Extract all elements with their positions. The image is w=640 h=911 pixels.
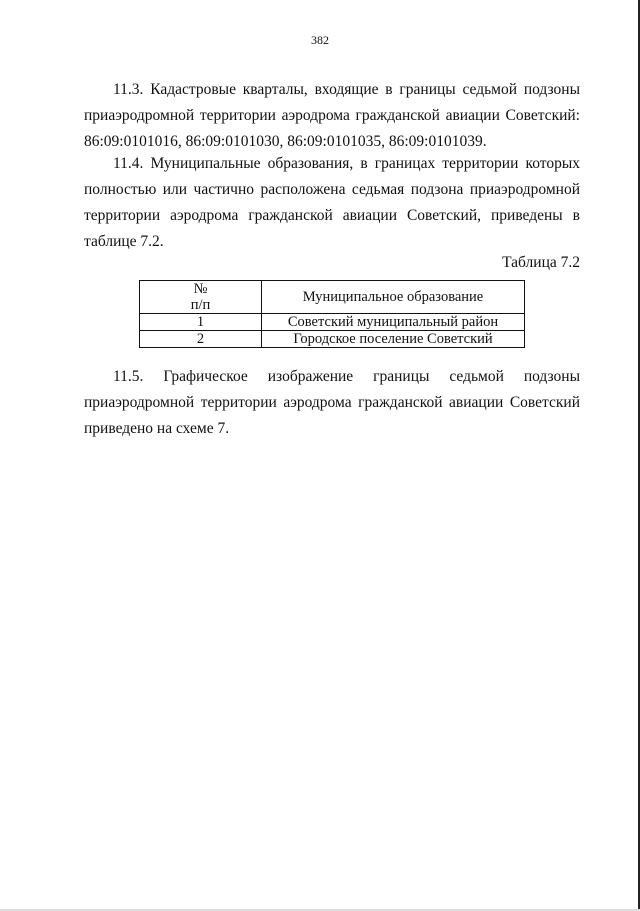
row-municipality: Советский муниципальный район [262, 314, 525, 331]
paragraph-11-4: 11.4. Муниципальные образования, в границах территории которых полностью или частично расположена седьмая подзона приаэродромной территории аэродрома гражданской авиации Советский, приведены в таблице 7.2. [84, 155, 580, 250]
table-caption: Таблица 7.2 [502, 254, 580, 271]
header-municipality: Муниципальное образование [262, 281, 525, 314]
table-row [140, 331, 525, 348]
page-number: 382 [311, 33, 329, 47]
table-header-row [140, 281, 525, 314]
row-number: 2 [140, 331, 262, 348]
paragraph-11-3: 11.3. Кадастровые кварталы, входящие в границы седьмой подзоны приаэродромной территории аэродрома гражданской авиации Советский: 86:09:0101016, 86:09:0101030, 86:09:0101035, 86:09:0101039. [84, 81, 580, 150]
table-row [140, 314, 525, 331]
header-number-abbr: п/п [190, 297, 211, 313]
row-number: 1 [140, 314, 262, 331]
paragraph-11-5: 11.5. Графическое изображение границы седьмой подзоны приаэродромной территории аэродрома гражданской авиации Советский приведено на схеме 7. [84, 368, 580, 437]
municipalities-table [139, 280, 525, 348]
header-number [140, 281, 262, 314]
header-number-symbol: № [193, 281, 208, 297]
row-municipality: Городское поселение Советский [262, 331, 525, 348]
